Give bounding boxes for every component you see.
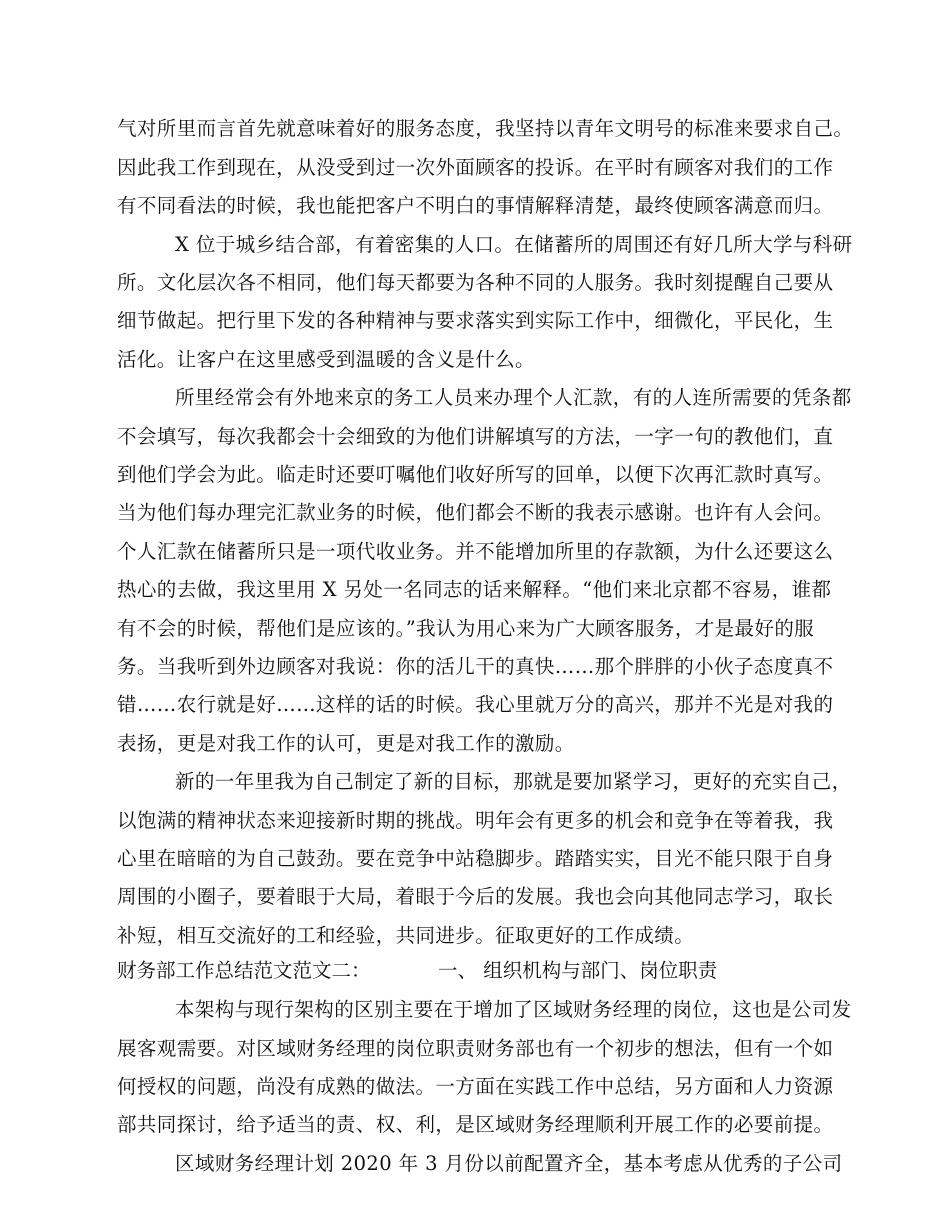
text-line: 活化。让客户在这里感受到温暖的含义是什么。 <box>117 348 535 371</box>
text-line: 心里在暗暗的为自己鼓劲。要在竞争中站稳脚步。踏踏实实，目光不能只限于自身 <box>117 847 834 870</box>
text-line: 因此我工作到现在，从没受到过一次外面顾客的投诉。在平时有顾客对我们的工作 <box>117 156 834 179</box>
text-line: 补短，相互交流好的工和经验，共同进步。征取更好的工作成绩。 <box>117 924 695 947</box>
text-line: 周围的小圈子，要着眼于大局，着眼于今后的发展。我也会向其他同志学习，取长 <box>117 885 834 908</box>
text-line: 到他们学会为此。临走时还要叮嘱他们收好所写的回单，以便下次再汇款时真写。 <box>117 463 834 486</box>
text-line: 个人汇款在储蓄所只是一项代收业务。并不能增加所里的存款额，为什么还要这么 <box>117 540 834 563</box>
text-line: 气对所里而言首先就意味着好的服务态度，我坚持以青年文明号的标准来要求自己。 <box>117 117 854 140</box>
text-line: 部共同探讨，给予适当的责、权、利，是区域财务经理顺利开展工作的必要前提。 <box>117 1113 834 1136</box>
section-heading: 财务部工作总结范文范文二： <box>117 959 371 982</box>
text-line: 以饱满的精神状态来迎接新时期的挑战。明年会有更多的机会和竞争在等着我，我 <box>117 809 834 832</box>
text-line: 区域财务经理计划 2020 年 3 月份以前配置齐全，基本考虑从优秀的子公司 <box>175 1152 843 1175</box>
text-line: 何授权的问题，尚没有成熟的做法。一方面在实践工作中总结，另方面和人力资源 <box>117 1075 834 1098</box>
text-line: 热心的去做，我这里用 X 另处一名同志的话来解释。“他们来北京都不容易，谁都 <box>117 578 832 601</box>
text-line: 细节做起。把行里下发的各种精神与要求落实到实际工作中，细微化，平民化，生 <box>117 309 834 332</box>
text-line: 展客观需要。对区域财务经理的岗位职责财务部也有一个初步的想法，但有一个如 <box>117 1037 834 1060</box>
text-line: X 位于城乡结合部，有着密集的人口。在储蓄所的周围还有好几所大学与科研 <box>175 233 853 256</box>
text-line: 新的一年里我为自己制定了新的目标，那就是要加紧学习，更好的充实自己， <box>175 770 852 793</box>
text-line: 有不同看法的时候，我也能把客户不明白的事情解释清楚，最终使顾客满意而归。 <box>117 194 834 217</box>
text-line: 错……农行就是好……这样的话的时候。我心里就万分的高兴，那并不光是对我的 <box>117 693 834 716</box>
text-line: 所里经常会有外地来京的务工人员来办理个人汇款，有的人连所需要的凭条都 <box>175 386 852 409</box>
text-line: 所。文化层次各不相同，他们每天都要为各种不同的人服务。我时刻提醒自己要从 <box>117 271 834 294</box>
text-line: 当为他们每办理完汇款业务的时候，他们都会不断的我表示感谢。也许有人会问。 <box>117 501 834 524</box>
text-line: 表扬，更是对我工作的认可，更是对我工作的激励。 <box>117 732 575 755</box>
section-subheading: 一、 组织机构与部门、岗位职责 <box>438 959 718 982</box>
text-line: 务。当我听到外边顾客对我说：你的活儿干的真快……那个胖胖的小伙子态度真不 <box>117 655 834 678</box>
text-line: 有不会的时候，帮他们是应该的。”我认为用心来为广大顾客服务，才是最好的服 <box>117 617 815 640</box>
text-line: 不会填写，每次我都会十会细致的为他们讲解填写的方法，一字一句的教他们，直 <box>117 425 834 448</box>
text-line: 本架构与现行架构的区别主要在于增加了区域财务经理的岗位，这也是公司发 <box>175 998 852 1021</box>
